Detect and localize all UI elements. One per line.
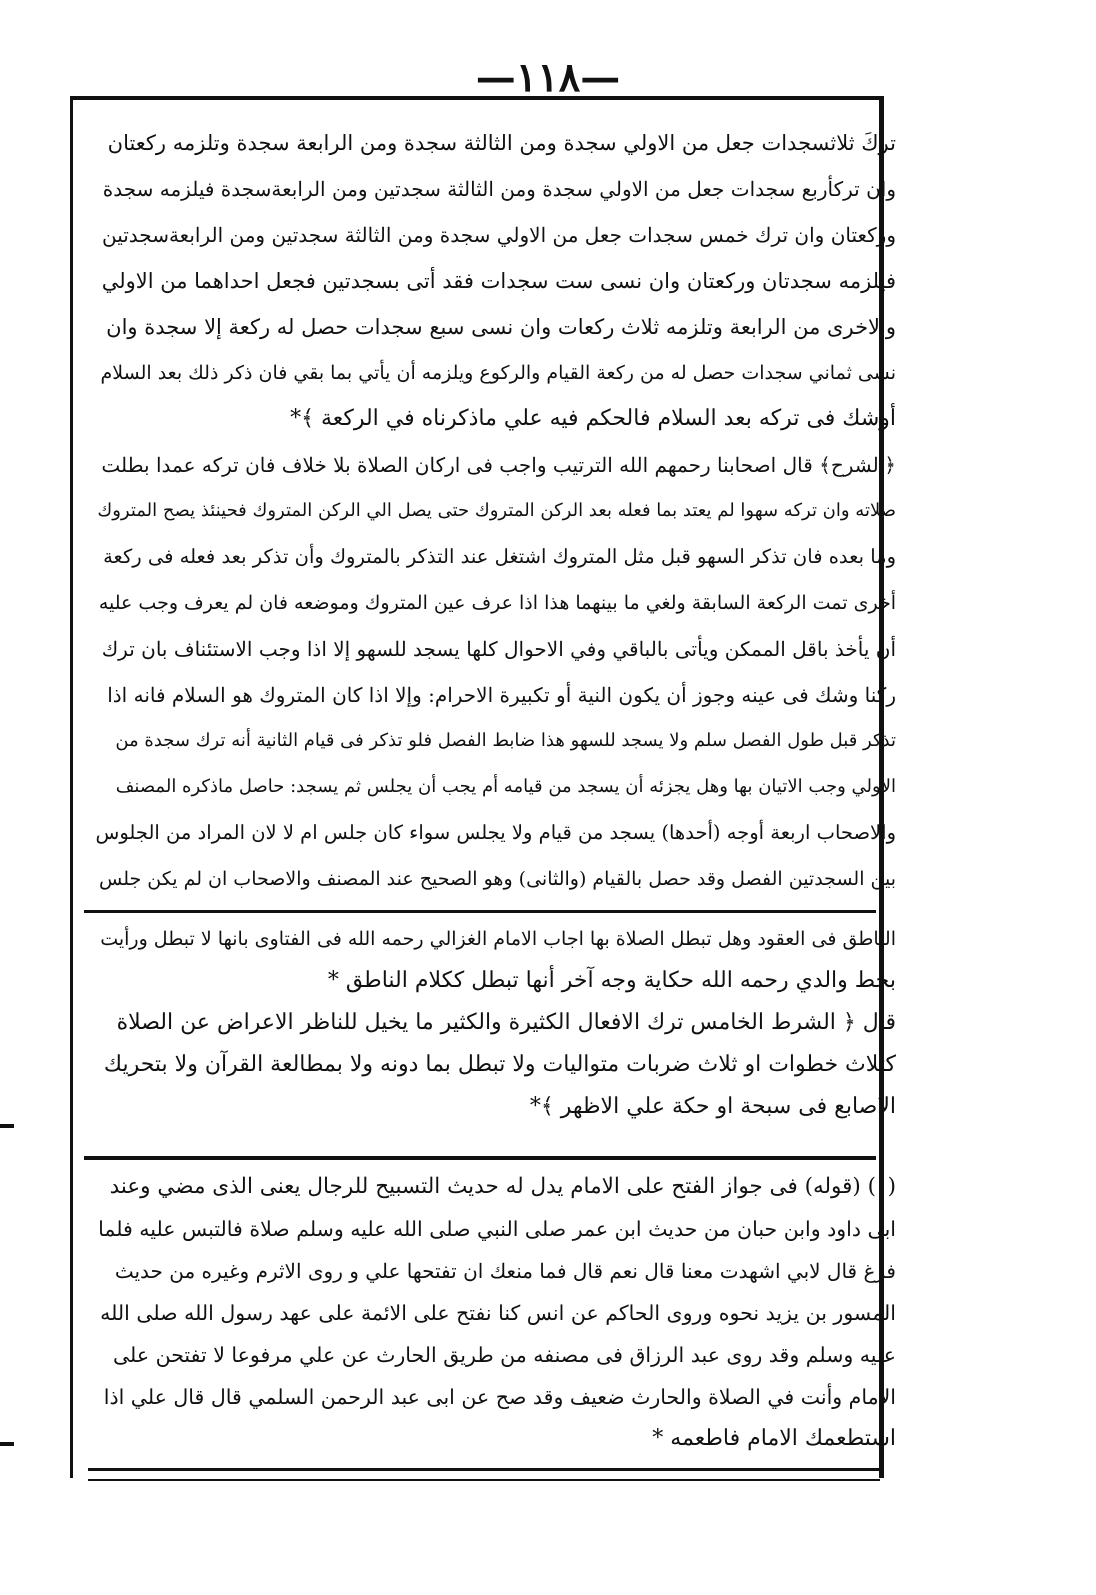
footnote-line: الامام وأنت في الصلاة والحارث ضعيف وقد صح عن ابى عبد الرحمن السلمي قال قال علي اذا [103,1385,896,1409]
text-line: ﴿الشرح﴾ قال اصحابنا رحمهم الله الترتيب واجب فى اركان الصلاة بلا خلاف فان تركه عمدا بطلت [101,453,896,477]
footnote-divider [84,1156,876,1160]
text-line: صلاته وان تركه سهوا لم يعتد بما فعله بعد الركن المتروك حتى يصل الي الركن المتروك فحينئذ يصح المتروك [97,500,896,521]
text-line: والاخرى من الرابعة وتلزمه ثلاث ركعات وان نسى سبع سجدات حصل له ركعة إلا سجدة وان [106,315,896,339]
text-line: تذكر قبل طول الفصل سلم ولا يسجد للسهو هذا ضابط الفصل فلو تذكر فى قيام الثانية أنه ترك سجدة من [115,730,896,751]
text-line: أخرى تمت الركعة السابقة ولغي ما بينهما هذا اذا عرف عين المتروك وموضعه فان لم يعرف وجب عليه [98,592,896,614]
footnote-line: استطعمك الامام فاطعمه * [652,1426,896,1451]
section-divider [84,910,876,913]
page-number: —١١٨— [475,54,621,101]
text-line: قال ﴿ الشرط الخامس ترك الافعال الكثيرة والكثير ما يخيل للناظر الاعراض عن الصلاة [116,1010,896,1035]
text-line: وان تركأربع سجدات جعل من الاولي سجدة ومن الثالثة سجدتين ومن الرابعةسجدة فيلزمه سجدة [102,177,896,201]
text-line: تركَ ثلاثسجدات جعل من الاولي سجدة ومن الثالثة سجدة ومن الرابعة سجدة وتلزمه ركعتان [107,131,896,155]
footnote-line: (١) (قوله) فى جواز الفتح على الامام يدل له حديث التسبيح للرجال يعنى الذى مضي وعند [109,1174,896,1199]
main-text-block [96,120,896,902]
footnote-line: فرغ قال لابي اشهدت معنا قال نعم قال فما منعك ان تفتحها علي و روى الاثرم وغيره من حديث [114,1259,896,1283]
frame-bottom-rule [88,1468,880,1481]
text-line: بين السجدتين الفصل وقد حصل بالقيام (والثانى) وهو الصحيح عند المصنف والاصحاب ان لم يكن جلس [98,868,896,890]
footnote-block [96,1166,896,1460]
text-line: أن يأخذ باقل الممكن ويأتى بالباقي وفي الاحوال كلها يسجد للسهو إلا اذا وجب الاستئناف بان ترك [101,637,896,661]
text-line: فيلزمه سجدتان وركعتان وان نسى ست سجدات فقد أتى بسجدتين فجعل احداهما من الاولي [101,269,896,293]
text-line: كثلاث خطوات او ثلاث ضربات متواليات ولا تبطل بما دونه ولا بمطالعة القرآن ولا بتحريك [103,1052,896,1077]
text-line: نسى ثماني سجدات حصل له من ركعة القيام والركوع ويلزمه أن يأتي بما بقي فان ذكر ذلك بعد السلام [100,362,896,384]
footnote-line: ابى داود وابن حبان من حديث ابن عمر صلى النبي صلى الله عليه وسلم صلاة فالتبس عليه فلما [98,1217,896,1241]
text-line: بخط والدي رحمه الله حكاية وجه آخر أنها تبطل ككلام الناطق * [327,968,896,993]
text-line: وما بعده فان تذكر السهو قبل مثل المتروك اشتغل عند التذكر بالمتروك وأن تذكر بعد فعله فى ركعة [103,545,896,568]
text-line: وركعتان وان ترك خمس سجدات جعل من الاولي سجدة ومن الثالثة سجدتين ومن الرابعةسجدتين [101,223,896,247]
text-line: والاصحاب اربعة أوجه (أحدها) يسجد من قيام ولا يجلس سواء كان جلس ام لا لان المراد من الجلوس [96,821,896,844]
text-line: الاصابع فى سبحة او حكة علي الاظهر ﴾* [529,1094,896,1119]
text-line: أوشك فى تركه بعد السلام فالحكم فيه علي ماذكرناه في الركعة ﴾* [290,406,896,431]
second-text-block [96,918,896,1128]
text-line: الاولي وجب الاتيان بها وهل يجزئه أن يسجد من قيامه أم يجب أن يجلس ثم يسجد: حاصل ماذكره المصنف [115,776,896,797]
footnote-line: المسور بن يزيد نحوه وروى الحاكم عن انس كنا نفتح على الائمة على عهد رسول الله صلى الله [100,1301,896,1325]
text-line: الناطق فى العقود وهل تبطل الصلاة بها اجاب الامام الغزالي رحمه الله فى الفتاوى بانها لا تبطل ورأيت [100,928,896,950]
scan-edge-mark [0,1124,14,1128]
scan-edge-mark [0,1442,14,1446]
text-line: ركنا وشك فى عينه وجوز أن يكون النية أو تكبيرة الاحرام: وإلا اذا كان المتروك هو السلام فانه اذا [107,683,896,707]
footnote-line: عليه وسلم وقد روى عبد الرزاق فى مصنفه من طريق الحارث عن علي مرفوعا لا تفتحن على [112,1343,896,1367]
